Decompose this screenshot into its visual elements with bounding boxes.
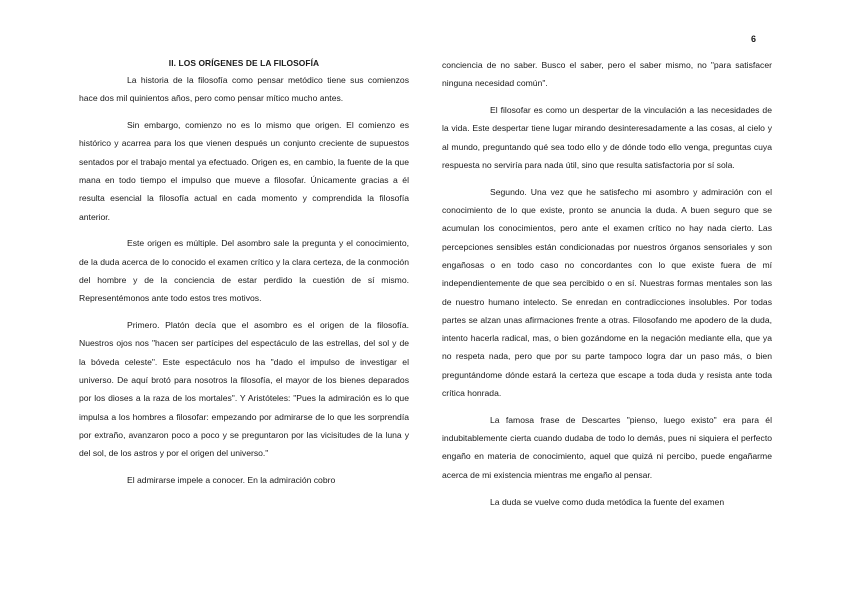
paragraph: La historia de la filosofía como pensar metódico tiene sus comienzos hace dos mil quinientos años, pero como pensar mítico mucho antes.: [79, 75, 409, 104]
paragraph: El filosofar es como un despertar de la vinculación a las necesidades de la vida. Este despertar tiene lugar mirando desinteresadamente a las cosas, al cielo y al mundo, preguntando qué sea todo ello y de dónde todo ello venga, preguntas cuya respuesta no serviría para nada útil, sino que resulta satisfactoria por sí sola.: [442, 105, 772, 170]
paragraph: El admirarse impele a conocer. En la admiración cobro: [127, 474, 336, 485]
paragraph: Segundo. Una vez que he satisfecho mi asombro y admiración con el conocimiento de lo que existe, pronto se anuncia la duda. A buen seguro que se acumulan los conocimientos, pero ante el examen crítico no hay nada cierto. Las percepciones sensibles están condicionadas por nuestros órganos sensoriales y son engañosas o en todo caso no concordantes con lo que existe fuera de mí independientemente de que sea percibido o en sí. Nuestras formas mentales son las de nuestro humano intelecto. Se enredan en contradicciones insolubles. Por todas partes se alzan unas afirmaciones frente a otras. Filosofando me apodero de la duda, intento hacerla radical, mas, o bien gozándome en la negación mediante ella, que ya no respeta nada, pero que por su parte tampoco logra dar un paso más, o bien preguntándome dónde estará la certeza que escape a toda duda y resista ante toda crítica honrada.: [442, 186, 772, 399]
paragraph: La duda se vuelve como duda metódica la fuente del examen: [490, 496, 725, 507]
paragraph: Este origen es múltiple. Del asombro sale la pregunta y el conocimiento, de la duda acerca de lo conocido el examen crítico y la clara certeza, de la conmoción del hombre y de la conciencia de estar perdido la cuestión de sí mismo. Representémonos ante todo estos tres motivos.: [79, 238, 409, 304]
paragraph: Primero. Platón decía que el asombro es el origen de la filosofía. Nuestros ojos nos "hacen ser partícipes del espectáculo de las estrellas, del sol y de la bóveda celeste". Este espectáculo nos ha "dado el impulso de investigar el universo. De aquí brotó para nosotros la filosofía, el mayor de los bienes deparados por los dioses a la raza de los mortales". Y Aristóteles: "Pues la admiración es lo que impulsa a los hombres a filosofar: empezando por admirarse de lo que les sorprendía por extraño, avanzaron poco a poco y se preguntaron por las vicisitudes de la luna y del sol, de los astros y por el origen del universo.": [79, 320, 409, 459]
right-column: [442, 56, 772, 519]
chapter-heading: II. LOS ORÍGENES DE LA FILOSOFÍA: [168, 58, 320, 68]
page-number: 6: [750, 34, 756, 44]
paragraph: La famosa frase de Descartes "pienso, luego existo" era para él indubitablemente cierta cuando dudaba de todo lo demás, pues ni siquiera el perfecto engaño en materia de conocimiento, aquel que quizá ni percibo, puede engañarme acerca de mi existencia mientras me engaño al pensar.: [442, 414, 772, 480]
paragraph-continuation: conciencia de no saber. Busco el saber, pero el saber mismo, no "para satisfacer ninguna necesidad común".: [442, 60, 772, 89]
paragraph: Sin embargo, comienzo no es lo mismo que origen. El comienzo es histórico y acarrea para los que vienen después un conjunto creciente de supuestos sentados por el trabajo mental ya efectuado. Origen es, en cambio, la fuente de la que mana en todo tiempo el impulso que mueve a filosofar. Únicamente gracias a él resulta esencial la filosofía actual en cada momento y comprendida la filosofía anterior.: [79, 120, 409, 222]
left-column: [79, 56, 409, 498]
